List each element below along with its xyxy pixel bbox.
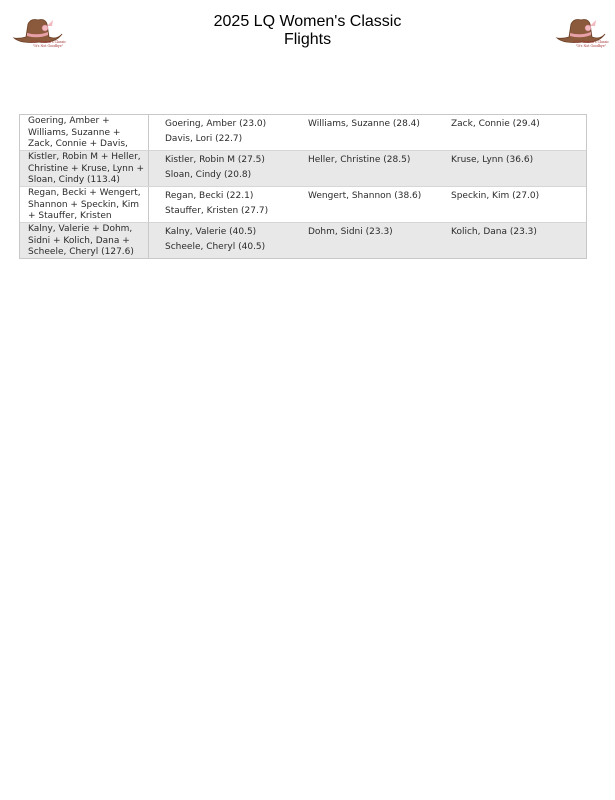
flight-row: [20, 186, 586, 222]
team-cell: Regan, Becki + Wengert, Shannon + Speckin, Kim + Stauffer, Kristen: [20, 187, 149, 222]
player-entry: Kistler, Robin M (27.5): [165, 155, 265, 165]
player-entry: Dohm, Sidni (23.3): [308, 227, 393, 237]
flights-table: [19, 114, 587, 259]
title-line-1: 2025 LQ Women's Classic: [213, 13, 402, 30]
team-cell: Kistler, Robin M + Heller, Christine + Kruse, Lynn + Sloan, Cindy (113.4): [20, 151, 149, 186]
event-logo-right: [554, 14, 608, 54]
cowboy-hat-icon: [554, 14, 608, 54]
player-entry: Heller, Christine (28.5): [308, 155, 411, 165]
players-cell: [149, 187, 586, 222]
player-entry: Davis, Lori (22.7): [165, 134, 243, 144]
flight-row: [20, 150, 586, 186]
flight-row: [20, 115, 586, 150]
team-cell: Goering, Amber + Williams, Suzanne + Zack, Connie + Davis,: [20, 115, 149, 150]
title-line-2: Flights: [283, 31, 332, 48]
player-entry: Scheele, Cheryl (40.5): [165, 242, 266, 252]
flight-row: [20, 222, 586, 258]
player-entry: Speckin, Kim (27.0): [451, 191, 540, 201]
event-logo-left: [11, 14, 65, 54]
logo-caption: 2025 Women's Classic "It's Not Goodbye": [572, 40, 610, 48]
player-entry: Goering, Amber (23.0): [165, 119, 267, 129]
cowboy-hat-icon: [11, 14, 65, 54]
players-cell: [149, 151, 586, 186]
player-entry: Regan, Becki (22.1): [165, 191, 254, 201]
player-entry: Zack, Connie (29.4): [451, 119, 540, 129]
player-entry: Kolich, Dana (23.3): [451, 227, 537, 237]
page-title: [160, 13, 455, 49]
player-entry: Wengert, Shannon (38.6): [308, 191, 422, 201]
player-entry: Williams, Suzanne (28.4): [308, 119, 420, 129]
players-cell: [149, 223, 586, 258]
team-cell: Kalny, Valerie + Dohm, Sidni + Kolich, Dana + Scheele, Cheryl (127.6): [20, 223, 149, 258]
player-entry: Kruse, Lynn (36.6): [451, 155, 534, 165]
player-entry: Sloan, Cindy (20.8): [165, 170, 252, 180]
players-cell: [149, 115, 586, 150]
player-entry: Kalny, Valerie (40.5): [165, 227, 257, 237]
player-entry: Stauffer, Kristen (27.7): [165, 206, 269, 216]
logo-caption: 2025 Women's Classic "It's Not Goodbye": [29, 40, 67, 48]
